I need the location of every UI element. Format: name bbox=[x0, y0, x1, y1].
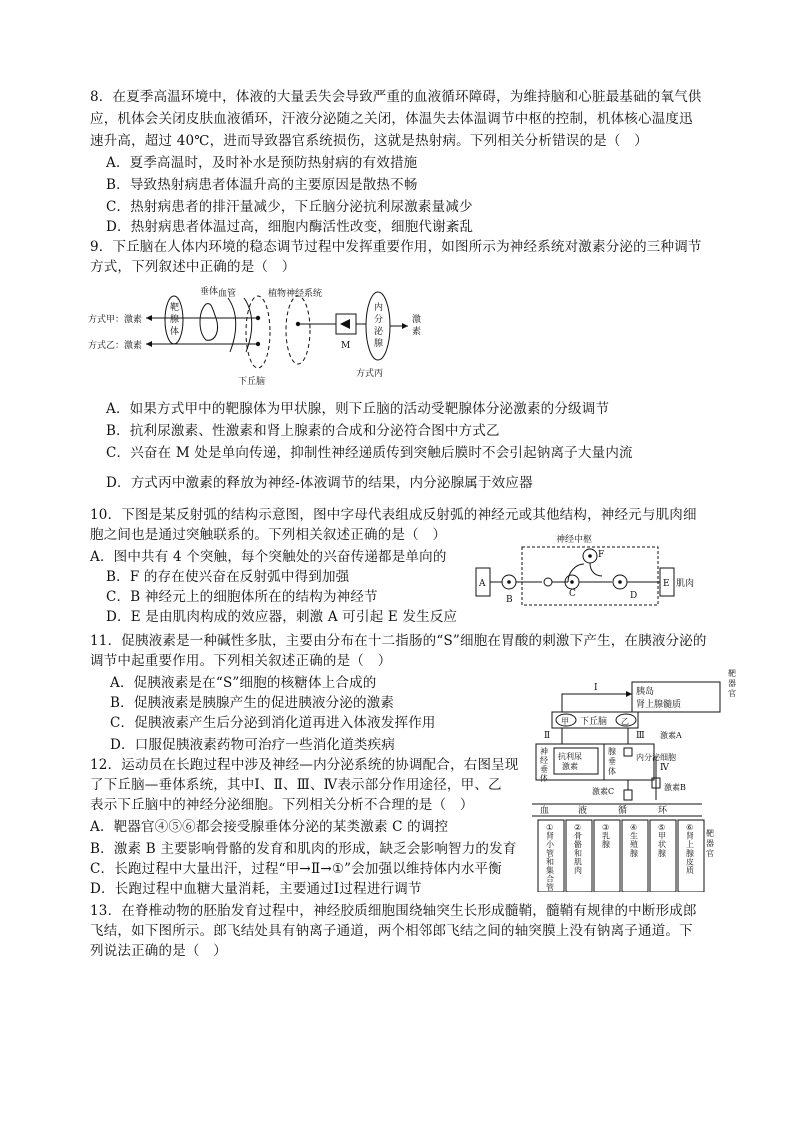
q13-stem-line-3: 列说法正确的是（ ） bbox=[90, 943, 227, 959]
vessel-label: 血管 bbox=[218, 289, 237, 299]
q11-option-b: B．促胰液素是胰腺产生的促进胰液分泌的激素 bbox=[110, 695, 395, 711]
autonomic-label: 植物神经系统 bbox=[268, 289, 323, 299]
endocrine-cell-label: 内分泌细胞 bbox=[636, 753, 676, 762]
adrenal-medulla-label: 肾上腺髓质 bbox=[636, 700, 682, 710]
target-organ-char: 骼 bbox=[574, 840, 582, 850]
gland-char-3: 泌 bbox=[374, 327, 384, 337]
q9-stem-line-1: 9．下丘脑在人体内环境的稳态调节过程中发挥重要作用，如图所示为神经系统对激素分泌的三种调节 bbox=[90, 239, 702, 255]
q11-stem-line-2: 调节中起重要作用。下列相关叙述正确的是（ ） bbox=[90, 653, 392, 669]
target-organ-char: 肌 bbox=[574, 857, 582, 867]
blood-char-2: 液 bbox=[578, 806, 588, 816]
adh-label-1: 抗利尿 bbox=[558, 752, 582, 761]
target-organ-char: ⑥ bbox=[686, 823, 694, 832]
target-organ-char: 肉 bbox=[574, 866, 582, 875]
q12-hypothalamus-pituitary-figure bbox=[532, 666, 744, 892]
hormone-b-label: 激素B bbox=[664, 783, 686, 792]
q10-option-c: C．B 神经元上的细胞体所在的结构为神经节 bbox=[106, 589, 378, 605]
way-a-label: 方式甲：激素 bbox=[88, 315, 143, 325]
m-label: M bbox=[341, 341, 351, 351]
q8-stem-line-1: 8．在夏季高温环境中，体液的大量丢失会导致严重的血液循环障碍，为维持脑和心脏最基础的氧气供 bbox=[90, 89, 702, 105]
q10-stem-line-1: 10．下图是某反射弧的结构示意图，图中字母代表组成反射弧的神经元或其他结构，神经元与肌肉细 bbox=[90, 507, 697, 523]
target-organ-char: 生 bbox=[630, 831, 638, 841]
target-organ-char: 腺 bbox=[630, 848, 638, 858]
q10-reflex-arc-figure bbox=[472, 532, 712, 612]
autonomic-outline bbox=[286, 296, 310, 364]
label-b: B bbox=[506, 595, 513, 605]
target-organ-char: 肾 bbox=[546, 831, 554, 841]
q9-option-b: B．抗利尿激素、性激素和肾上腺素的合成和分泌符合图中方式乙 bbox=[106, 423, 500, 439]
islet-label: 胰岛 bbox=[636, 687, 655, 697]
target-organ-char: 管 bbox=[546, 848, 554, 858]
target-organ-char: 皮 bbox=[686, 857, 694, 867]
q12-stem-line-2: 了下丘脑—垂体系统，其中Ⅰ、Ⅱ、Ⅲ、Ⅳ表示部分作用途径，甲、乙 bbox=[90, 777, 502, 793]
gland-char-1: 内 bbox=[374, 303, 384, 313]
bottom-target-char-3: 官 bbox=[706, 849, 714, 858]
q10-option-d: D．E 是由肌肉构成的效应器，刺激 A 可引起 E 发生反应 bbox=[106, 609, 458, 625]
top-target-char-3: 官 bbox=[728, 689, 736, 698]
blood-char-1: 血 bbox=[540, 806, 550, 816]
q9-option-a: A．如果方式甲中的靶腺体为甲状腺，则下丘脑的活动受靶腺体分泌激素的分级调节 bbox=[106, 401, 610, 417]
target-organ-char: 状 bbox=[658, 840, 666, 850]
blood-char-4: 环 bbox=[658, 806, 668, 816]
path-i-label: Ⅰ bbox=[594, 683, 598, 693]
target-organ-row bbox=[538, 820, 704, 892]
q13-stem-line-2: 飞结，如下图所示。郎飞结处具有钠离子通道，两个相邻郎飞结之间的轴突膜上没有钠离子通道。下 bbox=[90, 923, 693, 939]
blood-char-3: 循 bbox=[618, 806, 628, 816]
label-f: F bbox=[598, 550, 605, 560]
hormone-c-label: 激素C bbox=[592, 787, 615, 796]
target-organ-char: ⑤ bbox=[658, 823, 666, 832]
adeno-pit-char-2: 垂 bbox=[608, 757, 616, 766]
target-char-3: 体 bbox=[170, 327, 180, 337]
q8-stem-line-2: 应，机体会关闭皮肤血液循环，汗液分泌随之关闭，体温失去体温调节中枢的控制，机体核心温度迅 bbox=[90, 111, 693, 127]
path-iii-label: Ⅲ bbox=[636, 731, 645, 741]
label-e: E bbox=[663, 579, 670, 589]
q12-option-b: B．激素 B 主要影响骨骼的发育和肌肉的形成，缺乏会影响智力的发育 bbox=[90, 841, 517, 857]
q13-stem-line-1: 13．在脊椎动物的胚胎发育过程中，神经胶质细胞围绕轴突生长形成髓鞘，髓鞘有规律的中断形成郎 bbox=[90, 903, 697, 919]
q12-option-c: C．长跑过程中大量出汗，过程“甲→Ⅱ→①”会加强以维持体内水平衡 bbox=[90, 861, 502, 877]
q12-option-d: D．长跑过程中血糖大量消耗，主要通过Ⅰ过程进行调节 bbox=[90, 881, 422, 897]
neuro-pit-char-4: 体 bbox=[540, 774, 548, 783]
top-target-char-2: 器 bbox=[728, 679, 736, 688]
target-organ-char: 腺 bbox=[686, 848, 694, 858]
label-c: C bbox=[569, 589, 576, 599]
q8-option-d: D．热射病患者体温过高，细胞内酶活性改变，细胞代谢紊乱 bbox=[106, 219, 474, 235]
target-char-2: 腺 bbox=[170, 315, 180, 325]
target-organ-char: 和 bbox=[546, 857, 554, 867]
muscle-label: 肌肉 bbox=[676, 579, 695, 589]
target-organ-char: 管 bbox=[546, 883, 554, 892]
q8-option-c: C．热射病患者的排汗量减少，下丘脑分泌抗利尿激素量减少 bbox=[106, 199, 473, 215]
target-organ-char: 腺 bbox=[658, 848, 666, 858]
target-organ-char: ③ bbox=[602, 823, 610, 832]
bottom-target-char-2: 器 bbox=[706, 839, 714, 848]
adh-label-2: 激素 bbox=[562, 762, 578, 771]
neuro-pit-char-2: 经 bbox=[540, 756, 548, 765]
way-c-label: 方式丙 bbox=[356, 369, 384, 379]
hypothalamus-box-label: 下丘脑 bbox=[580, 717, 608, 727]
q10-option-b: B．F 的存在使兴奋在反射弧中得到加强 bbox=[106, 569, 350, 585]
q12-stem-line-1: 12．运动员在长跑过程中涉及神经—内分泌系统的协调配合，右图呈现 bbox=[90, 757, 519, 773]
q8-stem-line-3: 速升高，超过 40℃，进而导致器官系统损伤，这就是热射病。下列相关分析错误的是（ ） bbox=[90, 133, 648, 149]
pituitary-label: 垂体 bbox=[200, 287, 219, 297]
target-organ-char: 集 bbox=[546, 866, 554, 875]
adeno-pit-char-1: 腺 bbox=[608, 747, 616, 756]
target-organ-char: 乳 bbox=[602, 831, 610, 841]
q9-option-c: C．兴奋在 M 处是单向传递，抑制性神经递质传到突触后膜时不会引起钠离子大量内流 bbox=[106, 445, 633, 461]
hormone-char-1: 激 bbox=[412, 315, 422, 325]
neuro-pit-char-1: 神 bbox=[540, 747, 548, 756]
neuro-pit-char-3: 垂 bbox=[540, 765, 548, 774]
q10-stem-line-2: 胞之间也是通过突触联系的。下列相关叙述正确的是（ ） bbox=[90, 527, 447, 543]
q9-stem-line-2: 方式，下列叙述中正确的是（ ） bbox=[90, 259, 296, 275]
bottom-target-char-1: 靶 bbox=[706, 829, 714, 838]
way-b-label: 方式乙：激素 bbox=[88, 341, 143, 351]
q11-option-d: D．口服促胰液素药物可治疗一些消化道类疾病 bbox=[110, 737, 396, 753]
hormone-char-2: 素 bbox=[412, 327, 422, 337]
target-organ-char: 甲 bbox=[658, 831, 666, 841]
target-organ-char: 骨 bbox=[574, 831, 582, 841]
target-organ-char: 上 bbox=[686, 840, 694, 850]
target-organ-char: 合 bbox=[546, 874, 554, 884]
q9-option-d: D．方式丙中激素的释放为神经-体液调节的结果，内分泌腺属于效应器 bbox=[106, 475, 533, 491]
target-char-1: 靶 bbox=[170, 303, 180, 313]
target-organ-char: ② bbox=[574, 823, 582, 832]
hypothalamus-outline bbox=[246, 296, 270, 368]
q8-option-a: A．夏季高温时，及时补水是预防热射病的有效措施 bbox=[106, 155, 418, 171]
jia-label: 甲 bbox=[561, 717, 569, 726]
q12-option-a: A．靶器官④⑤⑥都会接受腺垂体分泌的某类激素 C 的调控 bbox=[90, 819, 449, 835]
hypothalamus-label: 下丘脑 bbox=[238, 377, 266, 387]
path-ii-label: Ⅱ bbox=[544, 731, 551, 741]
adeno-pit-char-3: 体 bbox=[608, 767, 616, 776]
q12-stem-line-3: 表示下丘脑中的神经分泌细胞。下列相关分析不合理的是（ ） bbox=[90, 797, 474, 813]
target-organ-char: 质 bbox=[686, 866, 694, 875]
target-organ-char: ④ bbox=[630, 823, 638, 832]
gland-char-2: 分 bbox=[374, 315, 384, 325]
yi-label: 乙 bbox=[621, 717, 629, 726]
q11-option-a: A．促胰液素是在“S”细胞的核糖体上合成的 bbox=[110, 675, 377, 691]
target-organ-char: 小 bbox=[546, 840, 554, 850]
q10-option-a: A．图中共有 4 个突触，每个突触处的兴奋传递都是单向的 bbox=[90, 549, 447, 565]
pituitary-shape bbox=[200, 304, 218, 341]
target-organ-char: ① bbox=[546, 823, 554, 832]
label-d: D bbox=[630, 591, 638, 601]
label-a: A bbox=[479, 579, 486, 589]
target-organ-char: 殖 bbox=[630, 840, 638, 850]
q11-stem-line-1: 11．促胰液素是一种碱性多肽，主要由分布在十二指肠的“S”细胞在胃酸的刺激下产生，在胰液分泌的 bbox=[90, 633, 707, 649]
q11-option-c: C．促胰液素产生后分泌到消化道再进入体液发挥作用 bbox=[110, 715, 436, 731]
center-label: 神经中枢 bbox=[556, 535, 593, 545]
target-organ-char: 肾 bbox=[686, 831, 694, 841]
target-organ-char: 和 bbox=[574, 848, 582, 858]
hormone-a-label: 激素A bbox=[660, 731, 682, 740]
target-organ-char: 腺 bbox=[602, 840, 610, 850]
q9-regulation-figure bbox=[88, 282, 428, 390]
gland-char-4: 腺 bbox=[374, 339, 384, 349]
q8-option-b: B．导致热射病患者体温升高的主要原因是散热不畅 bbox=[106, 177, 418, 193]
top-target-char-1: 靶 bbox=[728, 669, 736, 678]
path-iv-label: Ⅳ bbox=[660, 763, 669, 773]
